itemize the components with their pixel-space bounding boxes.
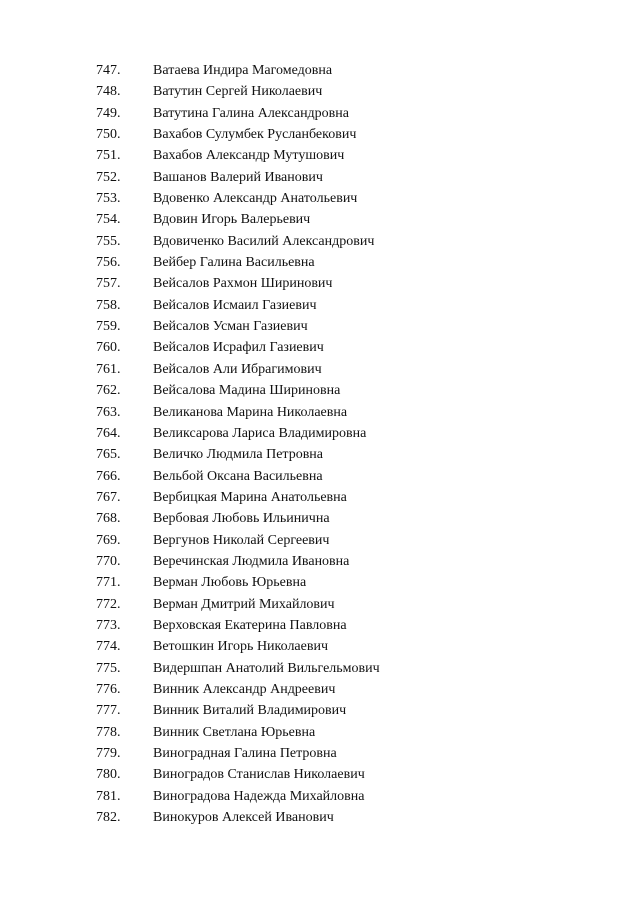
list-item (96, 273, 380, 294)
entry-number: 777. (96, 703, 121, 719)
entry-number: 771. (96, 575, 121, 591)
list-item (96, 764, 380, 785)
list-item (96, 188, 380, 209)
list-item (96, 103, 380, 124)
entry-number: 769. (96, 532, 121, 548)
list-item (96, 145, 380, 166)
entry-number: 767. (96, 489, 121, 505)
entry-number: 761. (96, 361, 121, 377)
entry-name: Великанова Марина Николаевна (153, 404, 348, 420)
list-item (96, 807, 380, 828)
list-item (96, 124, 380, 145)
entry-number: 748. (96, 84, 121, 100)
entry-number: 780. (96, 767, 121, 783)
entry-number: 756. (96, 255, 121, 271)
entry-name: Вейбер Галина Васильевна (153, 255, 315, 271)
entry-name: Вербицкая Марина Анатольевна (153, 489, 347, 505)
list-item (96, 231, 380, 252)
list-item (96, 786, 380, 807)
name-list (96, 60, 380, 828)
list-item (96, 359, 380, 380)
entry-number: 776. (96, 681, 121, 697)
list-item (96, 679, 380, 700)
list-item (96, 423, 380, 444)
entry-number: 764. (96, 425, 121, 441)
list-item (96, 530, 380, 551)
list-item (96, 295, 380, 316)
entry-name: Верман Дмитрий Михайлович (153, 596, 335, 612)
entry-name: Вейсалов Рахмон Ширинович (153, 276, 333, 292)
list-item (96, 722, 380, 743)
list-item (96, 700, 380, 721)
entry-number: 749. (96, 105, 121, 121)
list-item (96, 615, 380, 636)
entry-number: 770. (96, 553, 121, 569)
entry-name: Величко Людмила Петровна (153, 447, 324, 463)
entry-name: Ветошкин Игорь Николаевич (153, 639, 329, 655)
list-item (96, 487, 380, 508)
list-item (96, 572, 380, 593)
entry-number: 763. (96, 404, 121, 420)
entry-name: Веречинская Людмила Ивановна (153, 553, 350, 569)
entry-name: Ватутин Сергей Николаевич (153, 84, 323, 100)
entry-number: 779. (96, 746, 121, 761)
list-item (96, 209, 380, 230)
list-item (96, 551, 380, 572)
entry-name: Вашанов Валерий Иванович (153, 169, 323, 185)
entry-number: 781. (96, 788, 121, 804)
entry-name: Вдовин Игорь Валерьевич (153, 212, 311, 228)
entry-number: 762. (96, 383, 121, 399)
list-item (96, 658, 380, 679)
entry-number: 753. (96, 191, 121, 207)
entry-name: Виноградова Надежда Михайловна (153, 788, 365, 804)
entry-name: Вейсалов Али Ибрагимович (153, 361, 322, 377)
entry-name: Вербовая Любовь Ильинична (153, 511, 330, 527)
entry-number: 759. (96, 319, 121, 335)
entry-name: Вельбой Оксана Васильевна (153, 468, 323, 484)
entry-number: 750. (96, 127, 121, 143)
entry-name: Вдовенко Александр Анатольевич (153, 191, 358, 207)
entry-name: Вейсалов Исрафил Газиевич (153, 340, 324, 356)
entry-number: 766. (96, 468, 121, 484)
entry-name: Вдовиченко Василий Александрович (153, 233, 375, 249)
list-item (96, 466, 380, 487)
entry-name: Винник Александр Андреевич (153, 681, 336, 697)
entry-number: 778. (96, 724, 121, 740)
entry-number: 747. (96, 63, 121, 78)
entry-name: Верман Любовь Юрьевна (153, 575, 307, 591)
list-item (96, 167, 380, 188)
entry-name: Видершпан Анатолий Вильгельмович (153, 660, 380, 676)
entry-number: 765. (96, 447, 121, 463)
list-item (96, 402, 380, 423)
list-item (96, 60, 380, 81)
list-item (96, 337, 380, 358)
entry-number: 758. (96, 297, 121, 313)
list-item (96, 594, 380, 615)
entry-name: Винник Виталий Владимирович (153, 703, 347, 719)
list-item (96, 743, 380, 764)
entry-number: 772. (96, 596, 121, 612)
entry-name: Вахабов Александр Мутушович (153, 148, 345, 164)
entry-name: Вергунов Николай Сергеевич (153, 532, 330, 548)
entry-name: Вахабов Сулумбек Русланбекович (153, 127, 357, 143)
entry-number: 757. (96, 276, 121, 292)
entry-number: 775. (96, 660, 121, 676)
list-item (96, 380, 380, 401)
entry-name: Вейсалов Исмаил Газиевич (153, 297, 317, 313)
list-item (96, 316, 380, 337)
entry-number: 760. (96, 340, 121, 356)
entry-number: 782. (96, 810, 121, 826)
entry-name: Винник Светлана Юрьевна (153, 724, 316, 740)
entry-name: Виноградная Галина Петровна (153, 746, 337, 761)
entry-number: 768. (96, 511, 121, 527)
entry-name: Ватутина Галина Александровна (153, 105, 349, 121)
entry-number: 755. (96, 233, 121, 249)
list-item (96, 252, 380, 273)
entry-number: 751. (96, 148, 121, 164)
entry-name: Ватаева Индира Магомедовна (153, 63, 333, 78)
entry-name: Вейсалова Мадина Шириновна (153, 383, 341, 399)
entry-name: Виноградов Станислав Николаевич (153, 767, 365, 783)
entry-name: Вейсалов Усман Газиевич (153, 319, 308, 335)
entry-number: 774. (96, 639, 121, 655)
entry-name: Винокуров Алексей Иванович (153, 810, 334, 826)
entry-number: 752. (96, 169, 121, 185)
entry-number: 773. (96, 617, 121, 633)
list-item (96, 81, 380, 102)
entry-number: 754. (96, 212, 121, 228)
list-item (96, 444, 380, 465)
list-item (96, 636, 380, 657)
entry-name: Верховская Екатерина Павловна (153, 617, 347, 633)
list-item (96, 508, 380, 529)
entry-name: Великсарова Лариса Владимировна (153, 425, 367, 441)
